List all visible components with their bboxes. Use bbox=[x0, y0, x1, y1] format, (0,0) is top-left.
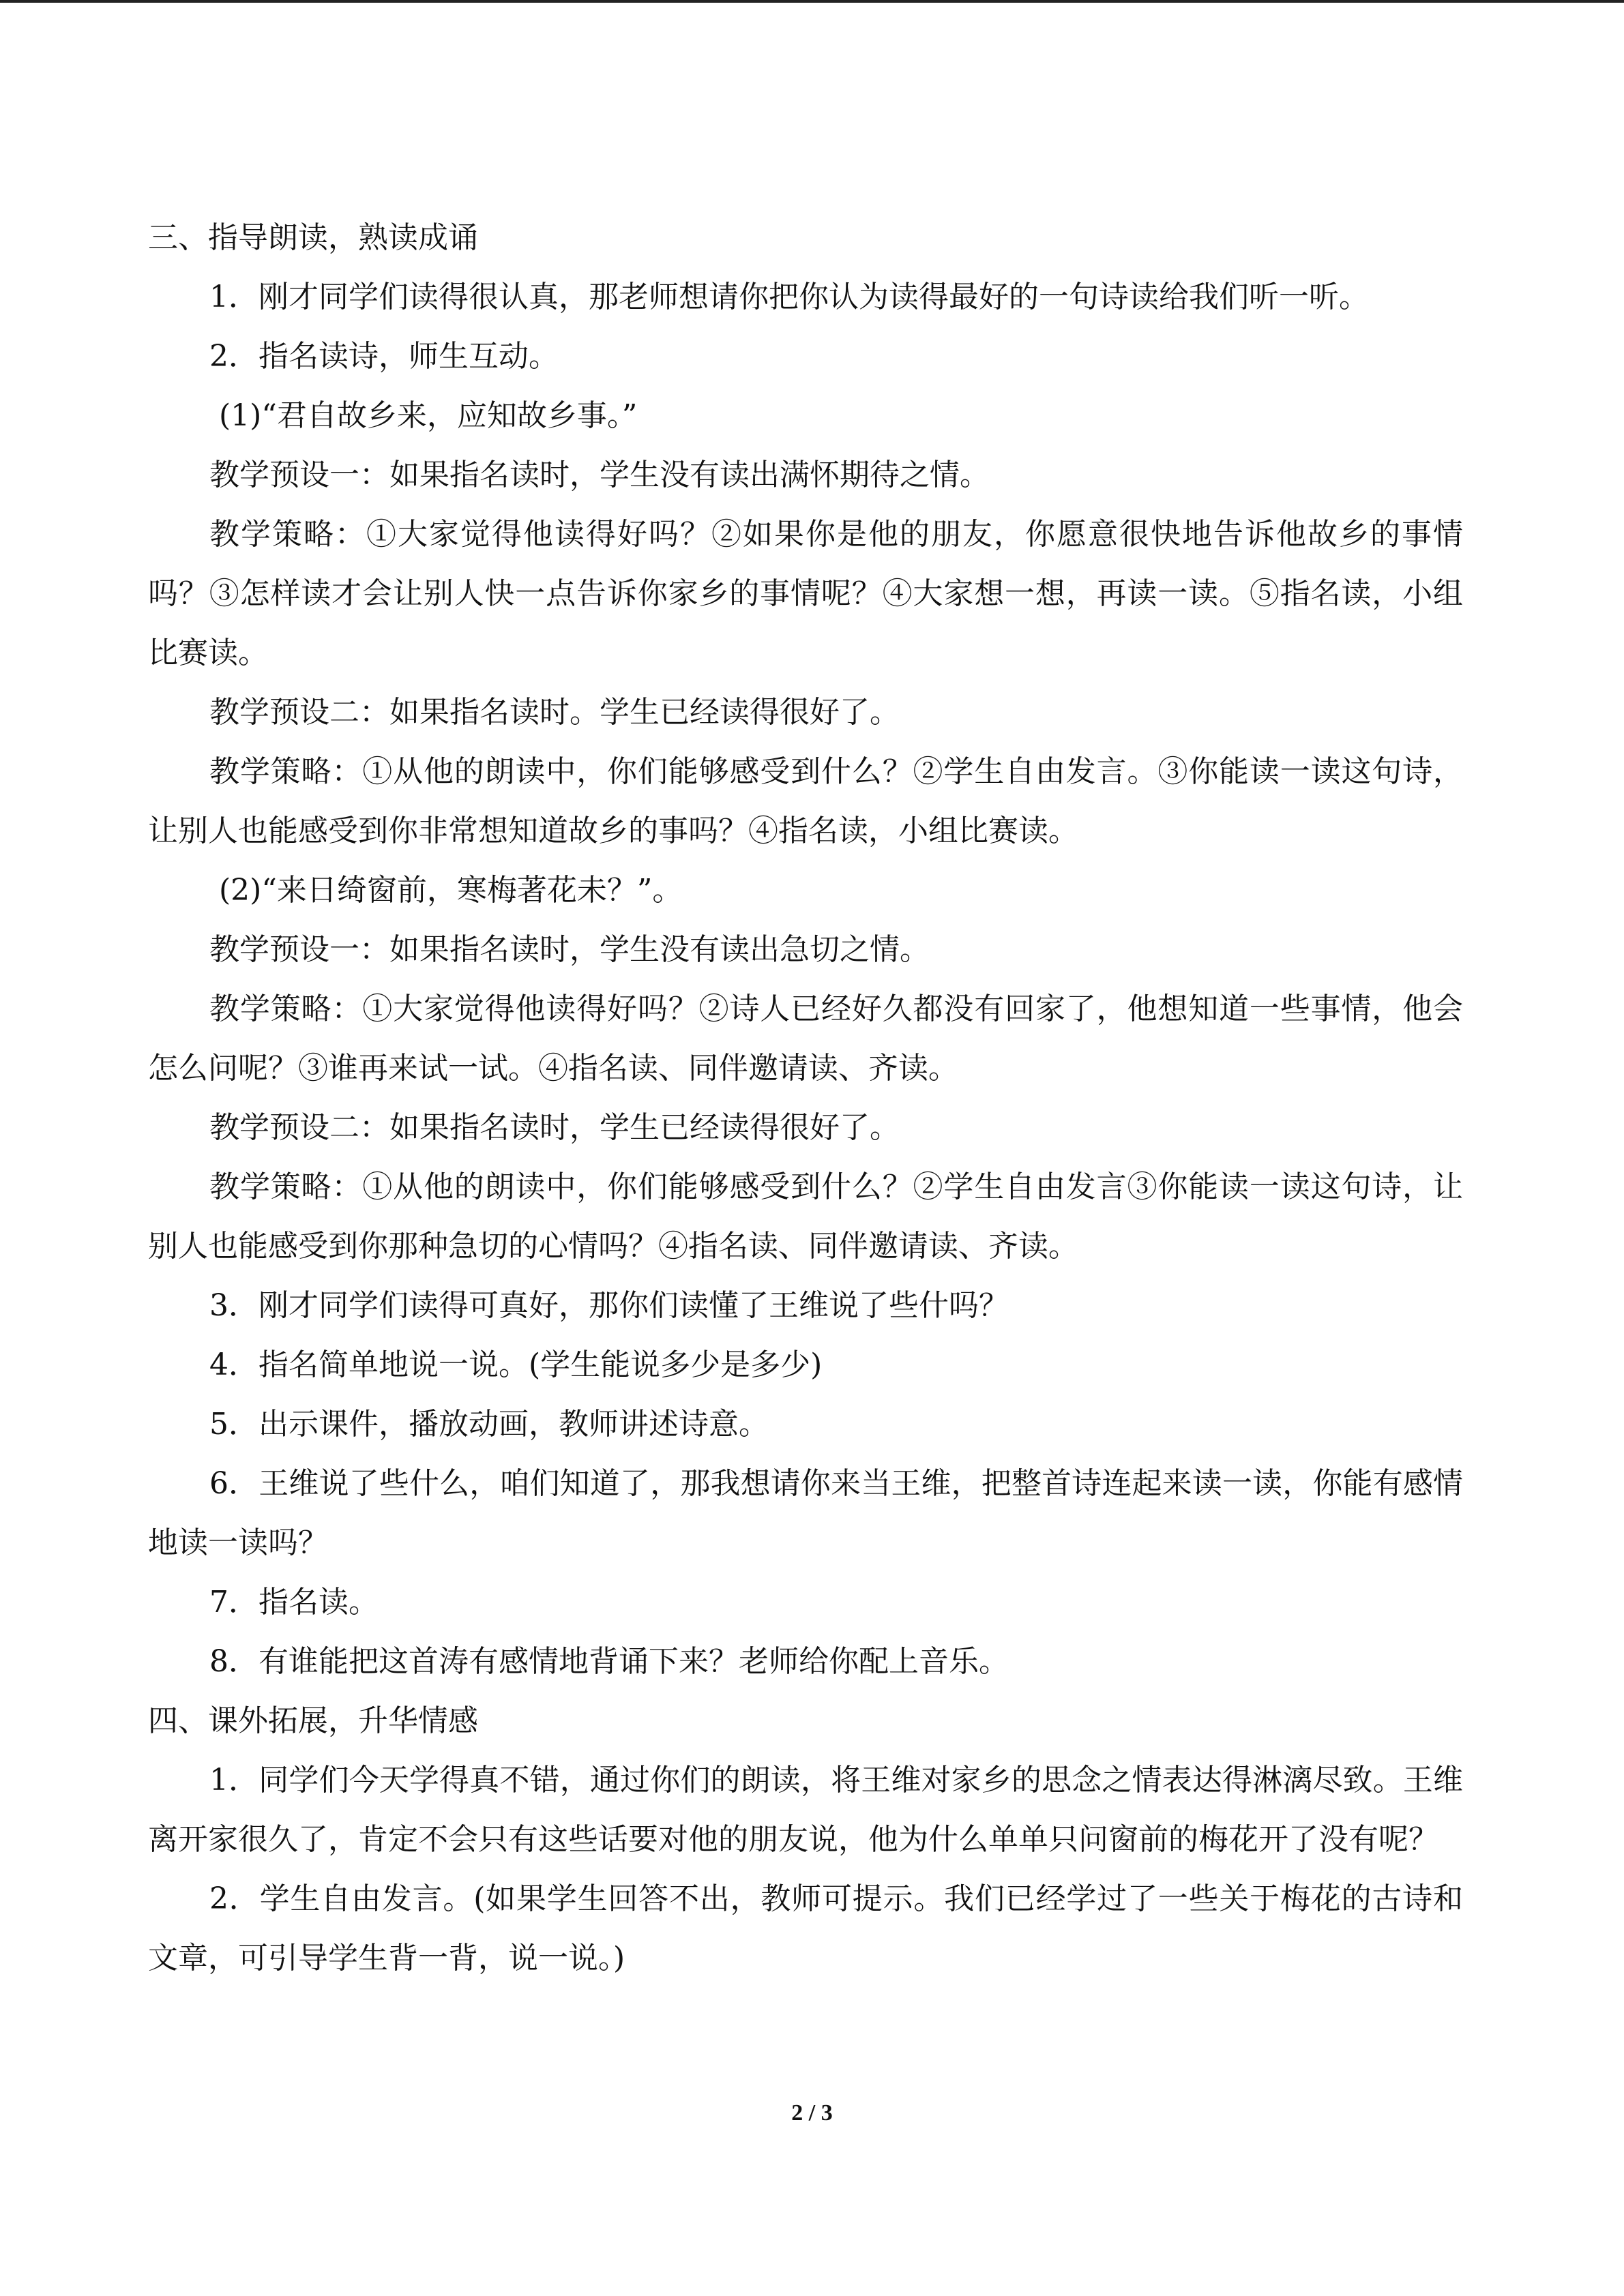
sub-item: (1)“君自故乡来，应知故乡事。” bbox=[219, 398, 638, 433]
paragraph: 教学预设二：如果指名读时，学生已经读得很好了。 bbox=[209, 1110, 900, 1145]
paragraph: 8．有谁能把这首涛有感情地背诵下来？老师给你配上音乐。 bbox=[209, 1644, 1009, 1679]
paragraph: 教学预设二：如果指名读时。学生已经读得很好了。 bbox=[209, 695, 900, 730]
page-number: 2 / 3 bbox=[791, 2100, 833, 2126]
paragraph: 5．出示课件，播放动画，教师讲述诗意。 bbox=[209, 1407, 769, 1442]
section-heading: 三、指导朗读，熟读成诵 bbox=[148, 220, 478, 255]
top-border-line bbox=[0, 0, 1624, 3]
paragraph: 4．指名简单地说一说。(学生能说多少是多少) bbox=[209, 1347, 823, 1382]
paragraph: 教学策略：①从他的朗读中，你们能够感受到什么？②学生自由发言。③你能读一读这句诗，让别人也能感受到你非常想知道故乡的事吗？④指名读，小组比赛读。 bbox=[148, 754, 1463, 848]
section-heading: 四、课外拓展，升华情感 bbox=[148, 1703, 478, 1738]
document-body bbox=[148, 208, 1463, 1988]
paragraph: 教学预设一：如果指名读时，学生没有读出满怀期待之情。 bbox=[209, 458, 990, 492]
paragraph: 3．刚才同学们读得可真好，那你们读懂了王维说了些什吗？ bbox=[209, 1288, 1009, 1323]
paragraph: 教学策略：①大家觉得他读得好吗？②诗人已经好久都没有回家了，他想知道一些事情，他会怎么问呢？③谁再来试一试。④指名读、同伴邀请读、齐读。 bbox=[148, 992, 1463, 1086]
paragraph: 教学策略：①从他的朗读中，你们能够感受到什么？②学生自由发言③你能读一读这句诗，让别人也能感受到你那种急切的心情吗？④指名读、同伴邀请读、齐读。 bbox=[148, 1169, 1463, 1264]
paragraph: 2．指名读诗，师生互动。 bbox=[209, 339, 559, 374]
paragraph: 1．刚才同学们读得很认真，那老师想请你把你认为读得最好的一句诗读给我们听一听。 bbox=[209, 280, 1369, 314]
paragraph: 6．王维说了些什么，咱们知道了，那我想请你来当王维，把整首诗连起来读一读，你能有感情地读一读吗？ bbox=[148, 1466, 1463, 1560]
paragraph: 1．同学们今天学得真不错，通过你们的朗读，将王维对家乡的思念之情表达得淋漓尽致。王维离开家很久了，肯定不会只有这些话要对他的朋友说，他为什么单单只问窗前的梅花开了没有呢？ bbox=[148, 1763, 1463, 1857]
paragraph: 7．指名读。 bbox=[209, 1585, 379, 1620]
paragraph: 2．学生自由发言。(如果学生回答不出，教师可提示。我们已经学过了一些关于梅花的古诗和文章，可引导学生背一背，说一说。) bbox=[148, 1881, 1463, 1976]
paragraph: 教学策略：①大家觉得他读得好吗？②如果你是他的朋友，你愿意很快地告诉他故乡的事情吗？③怎样读才会让别人快一点告诉你家乡的事情呢？④大家想一想，再读一读。⑤指名读，小组比赛读。 bbox=[148, 517, 1463, 670]
paragraph: 教学预设一：如果指名读时，学生没有读出急切之情。 bbox=[209, 932, 930, 967]
sub-item: (2)“来日绮窗前，寒梅著花未？”。 bbox=[219, 873, 683, 908]
